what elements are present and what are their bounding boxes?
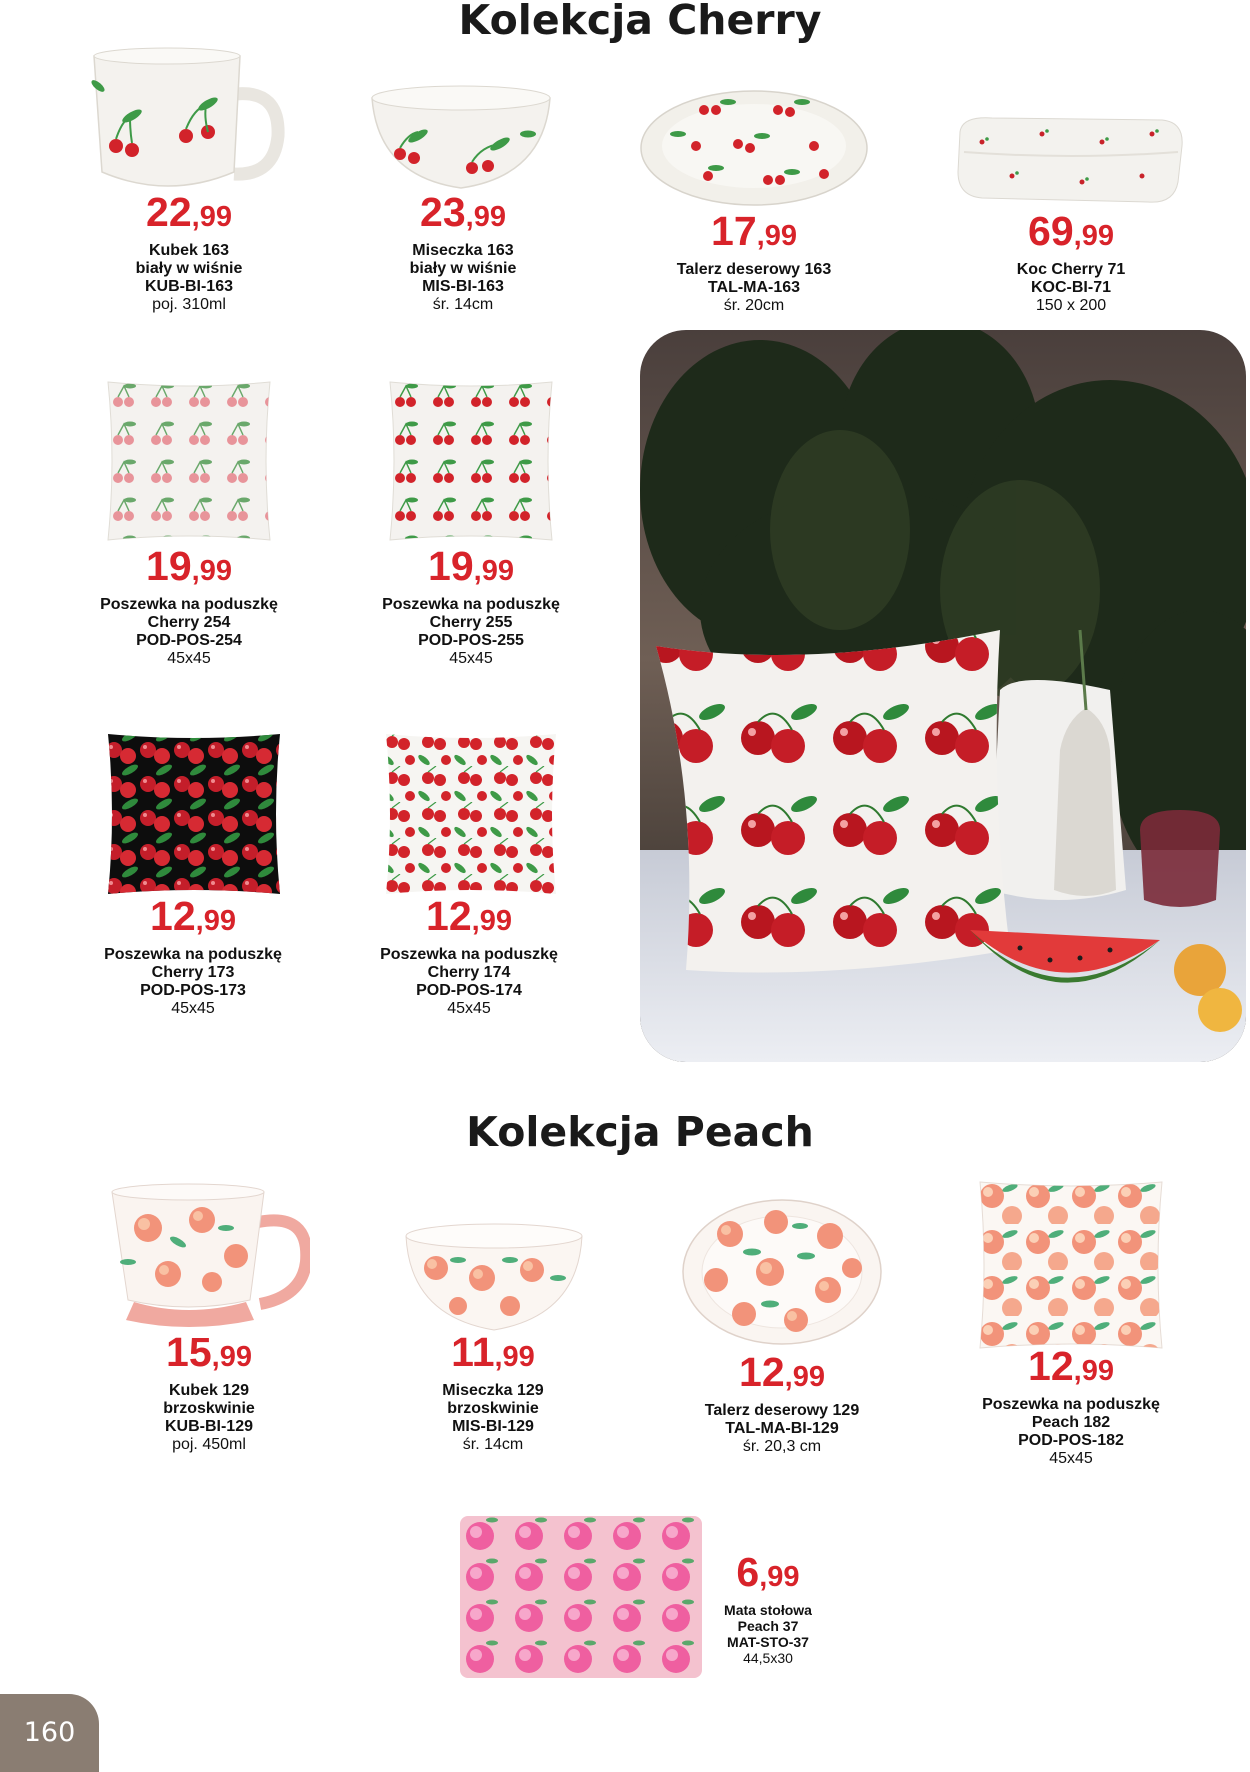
product-info-pillow-cherry-254: [86, 543, 292, 668]
product-info-peach-bowl: [390, 1329, 596, 1454]
price: 12,99: [426, 893, 512, 939]
product-size: śr. 20cm: [723, 297, 785, 314]
product-code: TAL-MA-163: [707, 279, 801, 296]
product-image-peach-pillow[interactable]: [976, 1178, 1166, 1352]
product-size: 45x45: [447, 1000, 491, 1017]
product-size: 45x45: [449, 650, 493, 667]
product-name: Poszewka na poduszkę: [382, 596, 560, 613]
product-name: Poszewka na poduszkę: [100, 596, 278, 613]
product-name: Miseczka 129: [442, 1382, 544, 1399]
product-code: MAT-STO-37: [727, 1634, 809, 1650]
price: 12,99: [150, 893, 236, 939]
product-desc: brzoskwinie: [447, 1400, 539, 1417]
product-image-cherry-bowl[interactable]: [368, 84, 554, 190]
product-image-peach-mug[interactable]: [108, 1182, 310, 1332]
product-info-cherry-blanket: [966, 208, 1176, 315]
product-name: Mata stołowa: [724, 1602, 812, 1618]
product-size: śr. 14cm: [432, 296, 494, 313]
product-desc: biały w wiśnie: [135, 260, 243, 277]
price: 12,99: [1028, 1343, 1114, 1389]
product-desc: Cherry 173: [151, 964, 235, 981]
product-name: Kubek 129: [168, 1382, 250, 1399]
product-image-cherry-mug[interactable]: [88, 46, 288, 194]
lifestyle-photo-cherry-pillow: [640, 330, 1246, 1062]
product-desc: Peach 37: [737, 1618, 799, 1634]
product-info-peach-placemat: [708, 1549, 828, 1666]
product-info-peach-plate: [676, 1349, 888, 1456]
product-code: POD-POS-174: [416, 982, 522, 999]
product-name: Koc Cherry 71: [1016, 261, 1126, 278]
product-code: MIS-BI-129: [452, 1418, 534, 1435]
product-desc: Cherry 174: [427, 964, 511, 981]
product-info-cherry-bowl: [358, 189, 568, 314]
product-image-peach-bowl[interactable]: [402, 1220, 586, 1332]
product-image-pillow-cherry-174[interactable]: [382, 730, 560, 898]
product-info-peach-mug: [106, 1329, 312, 1454]
product-name: Talerz deserowy 129: [704, 1402, 860, 1419]
product-info-peach-pillow: [968, 1343, 1174, 1468]
product-size: 45x45: [167, 650, 211, 667]
product-code: MIS-BI-163: [422, 278, 504, 295]
price: 19,99: [428, 543, 514, 589]
price: 6,99: [736, 1549, 800, 1595]
price: 69,99: [1028, 208, 1114, 254]
product-code: POD-POS-182: [1018, 1432, 1124, 1449]
product-desc: biały w wiśnie: [409, 260, 517, 277]
product-size: 45x45: [1049, 1450, 1093, 1467]
product-size: poj. 310ml: [152, 296, 226, 313]
product-image-pillow-cherry-255[interactable]: [386, 378, 556, 544]
price: 22,99: [146, 189, 232, 235]
product-size: 44,5x30: [743, 1650, 793, 1666]
price: 12,99: [739, 1349, 825, 1395]
product-size: 45x45: [171, 1000, 215, 1017]
price: 19,99: [146, 543, 232, 589]
product-name: Kubek 163: [148, 242, 230, 259]
product-info-cherry-mug: [84, 189, 294, 314]
product-image-pillow-cherry-254[interactable]: [104, 378, 274, 544]
product-info-cherry-plate: [646, 208, 862, 315]
product-image-pillow-cherry-173[interactable]: [104, 730, 284, 898]
product-image-cherry-plate[interactable]: [638, 88, 870, 208]
product-code: POD-POS-254: [136, 632, 242, 649]
price: 15,99: [166, 1329, 252, 1375]
product-code: POD-POS-173: [140, 982, 246, 999]
product-info-pillow-cherry-174: [366, 893, 572, 1018]
product-name: Poszewka na poduszkę: [104, 946, 282, 963]
product-name: Poszewka na poduszkę: [982, 1396, 1160, 1413]
product-code: KUB-BI-129: [164, 1418, 253, 1435]
product-name: Talerz deserowy 163: [676, 261, 832, 278]
product-image-cherry-blanket[interactable]: [952, 112, 1188, 208]
product-code: POD-POS-255: [418, 632, 524, 649]
product-image-peach-plate[interactable]: [680, 1196, 884, 1348]
product-name: Poszewka na poduszkę: [380, 946, 558, 963]
product-name: Miseczka 163: [412, 242, 514, 259]
product-code: TAL-MA-BI-129: [725, 1420, 839, 1437]
product-code: KOC-BI-71: [1030, 279, 1111, 296]
product-size: śr. 14cm: [462, 1436, 524, 1453]
page-number: 160: [0, 1694, 99, 1772]
product-desc: Peach 182: [1031, 1414, 1111, 1431]
product-desc: Cherry 254: [147, 614, 231, 631]
price: 11,99: [451, 1329, 535, 1375]
product-info-pillow-cherry-255: [368, 543, 574, 668]
product-size: poj. 450ml: [172, 1436, 246, 1453]
product-desc: Cherry 255: [429, 614, 513, 631]
section-title-cherry: Kolekcja Cherry: [458, 0, 822, 44]
product-size: 150 x 200: [1035, 297, 1107, 314]
product-desc: brzoskwinie: [163, 1400, 255, 1417]
price: 17,99: [711, 208, 797, 254]
price: 23,99: [420, 189, 506, 235]
section-title-peach: Kolekcja Peach: [466, 1108, 814, 1156]
product-info-pillow-cherry-173: [90, 893, 296, 1018]
product-image-peach-placemat[interactable]: [458, 1514, 704, 1680]
product-size: śr. 20,3 cm: [742, 1438, 822, 1455]
product-code: KUB-BI-163: [144, 278, 233, 295]
